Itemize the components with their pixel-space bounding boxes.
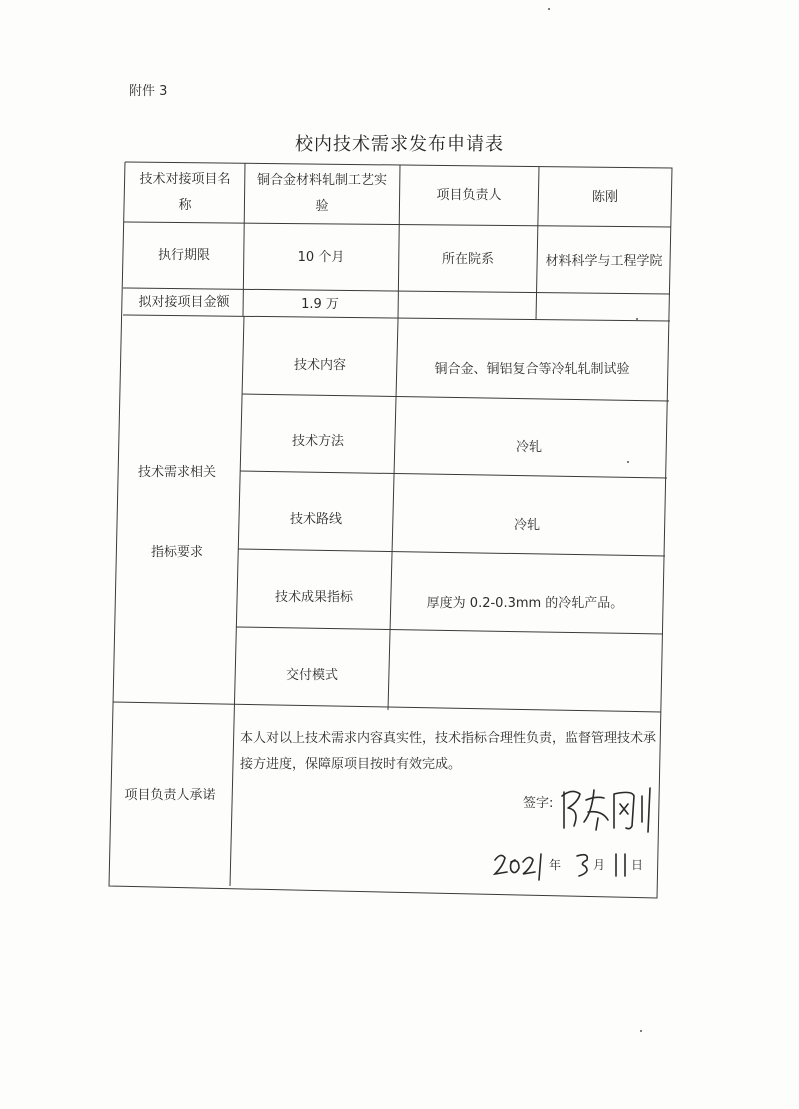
date-month-suffix: 月 — [593, 858, 606, 872]
date-year-text — [493, 854, 524, 868]
attachment-label: 附件 3 — [129, 84, 168, 99]
signature-date — [493, 848, 663, 888]
department-value: 材料科学与工程学院 — [545, 254, 663, 269]
tech-result-label: 技术成果指标 — [274, 590, 353, 605]
leader-value: 陈刚 — [591, 190, 618, 205]
delivery-mode-value — [390, 646, 656, 706]
scan-speck — [636, 318, 638, 320]
commitment-text: 本人对以上技术需求内容真实性，技术指标合理性负责，监督管理技术承接方进度，保障原项目按时有效完成。 — [240, 731, 657, 772]
scan-speck — [548, 8, 550, 10]
tech-route-value: 冷轧 — [513, 518, 540, 533]
department-label: 所在院系 — [441, 252, 494, 267]
period-label: 执行期限 — [157, 248, 210, 263]
tech-method-value: 冷轧 — [515, 440, 542, 455]
requirements-label: 技术需求相关 指标要求 — [137, 464, 216, 560]
scan-speck — [627, 461, 629, 463]
tech-content-value: 铜合金、铜铝复合等冷轧轧制试验 — [434, 362, 630, 377]
tech-route-label: 技术路线 — [289, 512, 342, 527]
page-title: 校内技术需求发布申请表 — [295, 134, 504, 155]
commitment-label: 项目负责人承诺 — [124, 788, 216, 803]
project-name-label: 技术对接项目名称 — [139, 172, 231, 213]
signature-label: 签字: — [523, 796, 554, 811]
date-day-text — [613, 854, 628, 868]
date-year-suffix: 年 — [549, 858, 562, 872]
scan-speck — [640, 1030, 642, 1032]
project-name-value: 铜合金材料轧制工艺实验 — [256, 173, 387, 214]
tech-content-label: 技术内容 — [293, 358, 346, 373]
amount-label: 拟对接项目金额 — [138, 294, 230, 310]
tech-method-label: 技术方法 — [291, 434, 344, 449]
amount-value: 1.9 万 — [301, 296, 339, 312]
signature-mark — [558, 782, 678, 834]
tech-result-value: 厚度为 0.2-0.3mm 的冷轧产品。 — [426, 596, 624, 611]
date-day-suffix: 日 — [631, 858, 644, 872]
date-month-text — [575, 854, 583, 868]
delivery-mode-label: 交付模式 — [285, 668, 338, 683]
period-value: 10 个月 — [297, 250, 345, 265]
leader-label: 项目负责人 — [436, 188, 502, 203]
